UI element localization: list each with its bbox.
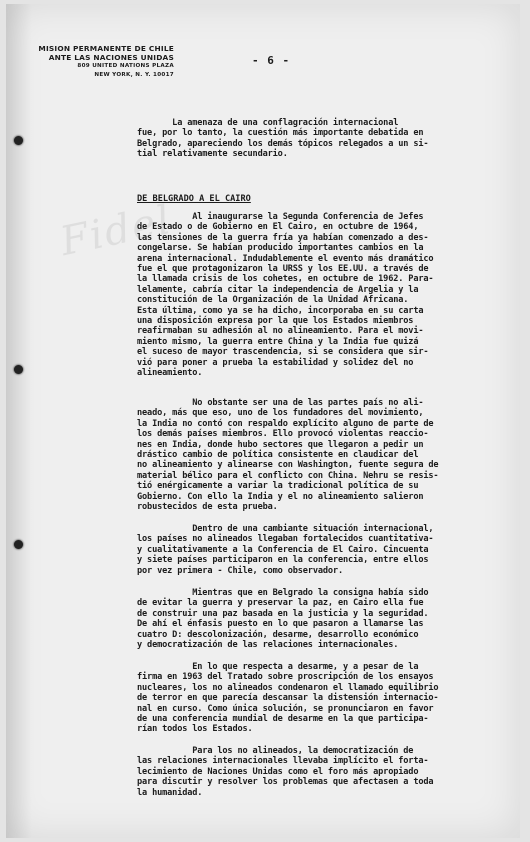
letterhead-line-2: ANTE LAS NACIONES UNIDAS: [48, 53, 174, 62]
paragraph-intro: La amenaza de una conflagración internacional fue, por lo tanto, la cuestión más importante debatida en Belgrado, apareciendo los demás tópicos relegados a un si- tial relativamente secundario.: [137, 118, 429, 160]
section-heading: DE BELGRADO A EL CAIRO: [137, 194, 251, 204]
letterhead: [34, 44, 174, 80]
page-number: - 6 -: [252, 54, 291, 67]
punch-hole-icon: [14, 540, 23, 549]
punch-hole-icon: [14, 365, 23, 374]
scan-edge-shadow: [6, 4, 32, 838]
paragraph-india: No obstante ser una de las partes país no ali- neado, más que eso, uno de los fundadores del movimiento, la India no contó con respaldo explícito alguno de parte de los demás países miembros. Ello provocó violentas reaccio- nes en India, donde hubo sectores que llegaron a pedir un drástico cambio de política consistente en claudicar del no alineamiento y alinearse con Washington, fuente segura de material bélico para el conflicto con China. Nehru se resis- tió enérgicamente a variar la tradicional política de su Gobierno. Con ello la India y el no alineamiento salieron robustecidos de esta prueba.: [137, 398, 439, 513]
paragraph-disarmament: En lo que respecta a desarme, y a pesar de la firma en 1963 del Tratado sobre proscripción de los ensayos nucleares, los no alineados condenaron el llamado equilibrio de terror en que parecía descansar la distensión internacio- nal en curso. Como única solución, se pronunciaron en favor de una conferencia mundial de desarme en la que participa- rían todos los Estados.: [137, 662, 439, 735]
paragraph-participants: Dentro de una cambiante situación internacional, los países no alineados llegaban fortalecidos cuantitativa- y cualitativamente a la Conferencia de El Cairo. Cincuenta y siete países participaron en la conferencia, entre ellos por vez primera - Chile, como observador.: [137, 524, 434, 576]
letterhead-address: 809 UNITED NATIONS PLAZA: [77, 63, 174, 69]
faint-watermark: Fidel: [56, 196, 177, 266]
letterhead-line-1: MISION PERMANENTE DE CHILE: [38, 44, 174, 53]
paragraph-cairo-conference: Al inaugurarse la Segunda Conferencia de Jefes de Estado o de Gobierno en El Cairo, en octubre de 1964, las tensiones de la guerra fría ya habían comenzado a des- congelarse. Se habían producido importantes cambios en la arena internacional. Indudablemente el evento más dramático fue el que protagonizaron la URSS y los EE.UU. a través de la llamada crisis de los cohetes, en octubre de 1962. Para- lelamente, cabría citar la independencia de Argelia y la constitución de la Organización de la Unidad Africana. Esta última, como ya se ha dicho, incorporaba en su carta una disposición expresa por la que los Estados miembros reafirmaban su adhesión al no alineamiento. Para el movi- miento mismo, la guerra entre China y la India fue quizá el suceso de mayor trascendencia, si se considera que sir- vió para poner a prueba la estabilidad y solidez del no alineamiento.: [137, 212, 434, 379]
letterhead-city: NEW YORK, N. Y. 10017: [94, 72, 174, 78]
paragraph-democratization: Para los no alineados, la democratización de las relaciones internacionales llevaba implícito el forta- lecimiento de Naciones Unidas como el foro más apropiado para discutir y resolver los problemas que afectasen a toda la humanidad.: [137, 746, 434, 798]
paragraph-four-d: Mientras que en Belgrado la consigna había sido de evitar la guerra y preservar la paz, en Cairo ella fue de construir una paz basada en la justicia y la seguridad. De ahí el énfasis puesto en lo que pasaron a llamarse las cuatro D: descolonización, desarme, desarrollo económico y democratización de las relaciones internacionales.: [137, 588, 429, 651]
punch-hole-icon: [14, 136, 23, 145]
